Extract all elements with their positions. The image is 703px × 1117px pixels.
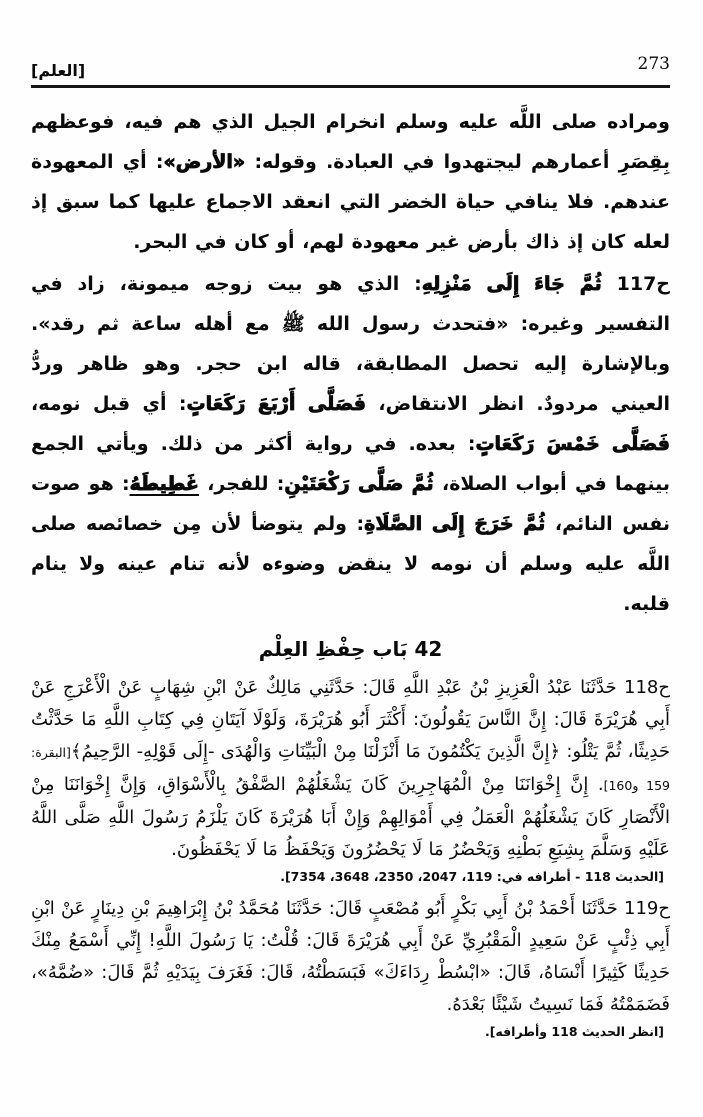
header-rule: [31, 85, 670, 88]
lemma-text: ثُمَّ خَرَجَ إِلَى الصَّلَاةِ: [364, 513, 546, 535]
verse-reference: [البقرة: 159 و160]: [31, 745, 670, 793]
body-text: . إِنَّ إِخْوَانَنَا مِنْ الْمُهَاجِرِينَ كَانَ يَشْغَلُهُمْ الصَّفْقُ بِالْأَسْوَاقِ، وَإِنَّ إِخْوَانَنَا مِنْ الْأَنْصَارِ كَانَ يَشْغَلُهُمْ الْعَمَلُ فِي أَمْوَالِهِمْ وَإِنْ أَبَا هُرَيْرَةَ كَانَ يَلْزَمُ رَسُولَ اللَّهِ صَلَّى اللَّهُ عَلَيْهِ وَسَلَّمَ بِشِبَعِ بَطْنِهِ وَيَحْضُرُ مَا لَا يَحْضُرُونَ وَيَحْفَظُ مَا لَا يَحْفَظُونَ.: [31, 774, 670, 860]
hadith-paragraph-118: [31, 672, 670, 866]
commentary-paragraph-continuation: [31, 102, 670, 262]
lemma-text: ثُمَّ صَلَّى رَكْعَتَيْنِ: [284, 473, 434, 495]
lemma-text: «الأرض»: [163, 151, 246, 173]
lemma-text: ثُمَّ جَاءَ إِلَى مَنْزِلِهِ: [421, 273, 602, 295]
body-text: ح119 حَدَّثَنَا أَحْمَدُ بْنُ أَبِي بَكْرٍ أَبُو مُصْعَبٍ قَالَ: حَدَّثَنَا مُحَمَّدُ بْنُ إِبْرَاهِيمَ بْنِ دِينَارٍ عَنْ ابْنِ أَبِي ذِئْبٍ عَنْ سَعِيدٍ الْمَقْبُرِيِّ عَنْ أَبِي هُرَيْرَةَ قَالَ: قُلْتُ: يَا رَسُولَ اللَّهِ! إِنِّي أَسْمَعُ مِنْكَ حَدِيثًا كَثِيرًا أَنْسَاهُ، قَالَ: «ابْسُطْ رِدَاءَكَ» فَبَسَطْتُهُ، قَالَ: فَغَرَفَ بِيَدَيْهِ ثُمَّ قَالَ: «ضُمَّهُ»، فَضَمَمْتُهُ فَمَا نَسِيتُ شَيْئًا بَعْدَهُ.: [31, 898, 670, 1015]
body-text: : الذي هو بيت زوجه ميمونة، زاد في التفسير وغيره: «فتحدث رسول الله ﷺ مع أهله ساعة ثم رقد». وبالإشارة إليه تحصل المطابقة، قاله ابن حجر. وهو ظاهر وردُّ العيني مردودٌ. انظر الانتقاض،: [31, 273, 671, 415]
lemma-text: غَطِيطَهُ: [129, 473, 199, 495]
page-content: [31, 102, 670, 1042]
body-text: ح117: [601, 273, 670, 295]
section-label: [العلم]: [31, 61, 86, 80]
footnote-hadith-119-references: [انظر الحديث 118 وأطرافه].: [484, 1024, 664, 1039]
body-text: ومراده صلى اللَّه عليه وسلم انخرام الجيل الذي هم فيه، فوعظهم بِقِصَرِ أعمارهم ليجتهدوا في العبادة. وقوله:: [31, 111, 670, 173]
footnote-hadith-118-references: [الحديث 118 - أطرافه في: 119، 2047، 2350، 3648، 7354].: [280, 869, 664, 884]
commentary-paragraph-hadith-117: [31, 264, 670, 624]
body-text: : أي قبل نومه،: [31, 393, 187, 415]
lemma-text: فَصَلَّى أَرْبَعَ رَكَعَاتٍ: [186, 393, 366, 415]
body-text: : بعده. في رواية أكثر من ذلك. ويأتي الجمع بينهما في أبواب الصلاة،: [31, 433, 670, 495]
body-text: : للفجر،: [198, 473, 285, 495]
lemma-text: فَصَلَّى خَمْسَ رَكَعَاتٍ: [475, 433, 670, 455]
body-text: : ولم يتوضأ لأن مِن خصائصه صلى اللَّه عليه وسلم أن نومه لا ينقض وضوءه لأنه تنام عينه ولا ينام قلبه.: [31, 513, 670, 615]
chapter-heading: 42 بَاب حِفْظِ العِلْم: [258, 637, 443, 661]
page-number: 273: [637, 54, 670, 74]
body-text: : هو صوت نفس النائم،: [31, 473, 671, 535]
page-header: [31, 54, 670, 80]
hadith-paragraph-119: [31, 893, 670, 1021]
body-text: : أي المعهودة عندهم. فلا ينافي حياة الخضر التي انعقد الاجماع عليها كما سبق إذ لعله كان إذ ذاك بأرض غير معهودة لهم، أو كان في البحر.: [31, 151, 670, 253]
body-text: ح118 حَدَّثَنَا عَبْدُ الْعَزِيزِ بْنُ عَبْدِ اللَّهِ قَالَ: حَدَّثَنِي مَالِكٌ عَنْ ابْنِ شِهَابٍ عَنْ الْأَعْرَجِ عَنْ أَبِي هُرَيْرَةَ قَالَ: إِنَّ النَّاسَ يَقُولُونَ: أَكْثَرَ أَبُو هُرَيْرَةَ، وَلَوْلَا آيَتَانِ فِي كِتَابِ اللَّهِ مَا حَدَّثْتُ حَدِيثًا، ثُمَّ يَتْلُو: ﴿إِنَّ الَّذِينَ يَكْتُمُونَ مَا أَنْزَلْنَا مِنْ الْبَيِّنَاتِ وَالْهُدَى -إِلَى قَوْلِهِ- الرَّحِيمُ﴾: [31, 677, 670, 762]
